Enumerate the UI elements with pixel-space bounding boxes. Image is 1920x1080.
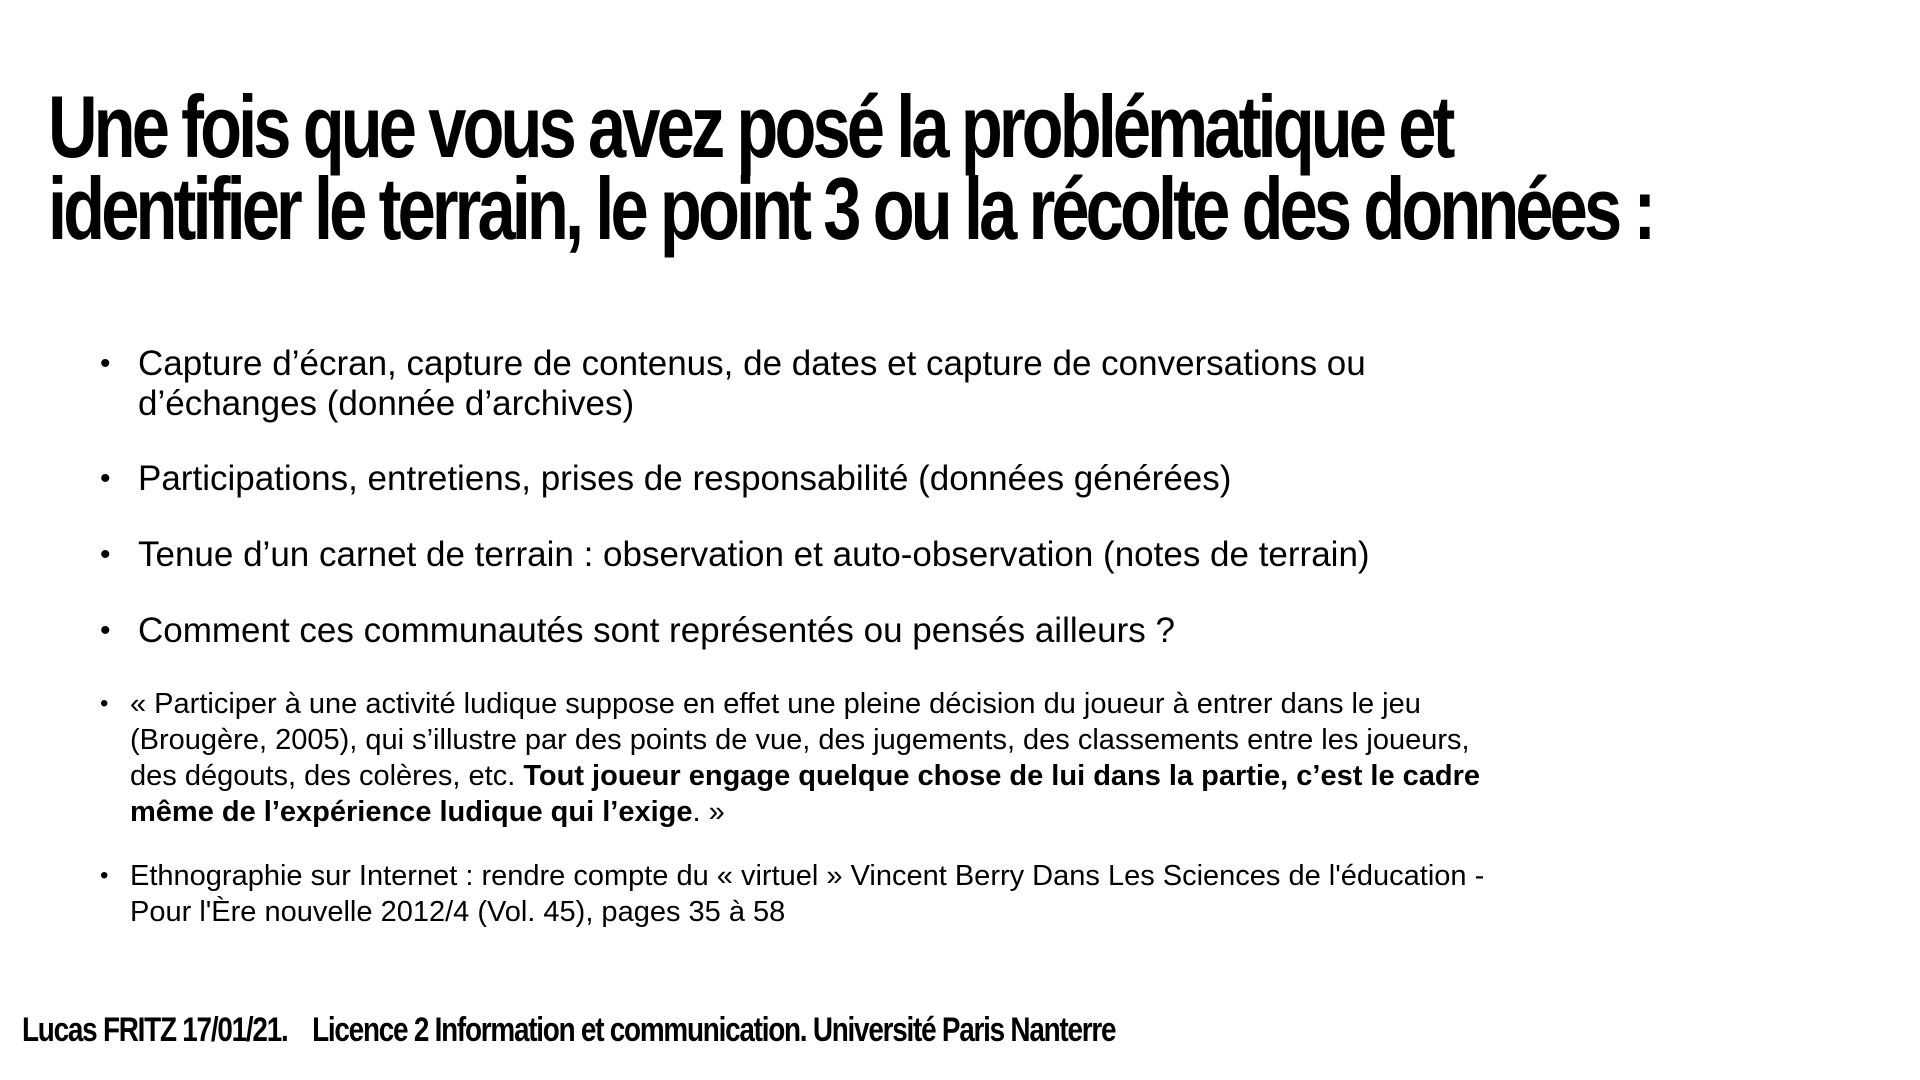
slide-title [48, 77, 1653, 258]
slide-title-line-2: identifier le terrain, le point 3 ou la récolte des données : [48, 159, 1653, 258]
bullet-communities [100, 611, 1520, 651]
bullet-reference [100, 858, 1500, 930]
bullet-marker: • [100, 347, 111, 380]
bullet-participations [100, 459, 1520, 499]
slide-footer [22, 1010, 1498, 1050]
slide-title-line-1: Une fois que vous avez posé la problématique et [48, 77, 1452, 176]
bullet-text: Capture d’écran, capture de contenus, de dates et capture de conversations ou d’échanges (donnée d’archives) [138, 344, 1366, 423]
bullet-text: Comment ces communautés sont représentés ou pensés ailleurs ? [138, 611, 1175, 650]
bullet-marker: • [100, 614, 111, 647]
footer-course: Licence 2 Information et communication. Université Paris Nanterre [312, 1011, 1116, 1049]
reference-text: Ethnographie sur Internet : rendre compte du « virtuel » Vincent Berry Dans Les Sciences de l'éducation - Pour l'Ère nouvelle 2012/4 (Vol. 45), pages 35 à 58 [130, 860, 1485, 928]
quote-end: . » [692, 796, 725, 828]
bullet-marker: • [100, 862, 109, 889]
bullet-quote [100, 686, 1500, 830]
bullet-text: Participations, entretiens, prises de responsabilité (données générées) [138, 459, 1232, 498]
bullet-marker: • [100, 690, 109, 717]
bullet-screenshots [100, 344, 1520, 424]
quote-text [130, 686, 1500, 830]
bullet-marker: • [100, 462, 111, 495]
quote-bold: Tout joueur engage quelque chose de lui dans la partie, c’est le cadre même de l’expérience ludique qui l’exige [130, 760, 1481, 828]
quote-normal: « Participer à une activité ludique suppose en effet une pleine décision du joueur à entrer dans le jeu (Brougère, 2005), qui s’illustre par des points de vue, des jugements, des classements entre les joueurs, des dégouts, des colères, etc. [130, 688, 1470, 792]
bullet-field-notebook [100, 535, 1520, 575]
footer-author: Lucas FRITZ 17/01/21. [22, 1011, 288, 1049]
bullet-text: Tenue d’un carnet de terrain : observation et auto-observation (notes de terrain) [138, 535, 1370, 574]
bullet-marker: • [100, 538, 111, 571]
